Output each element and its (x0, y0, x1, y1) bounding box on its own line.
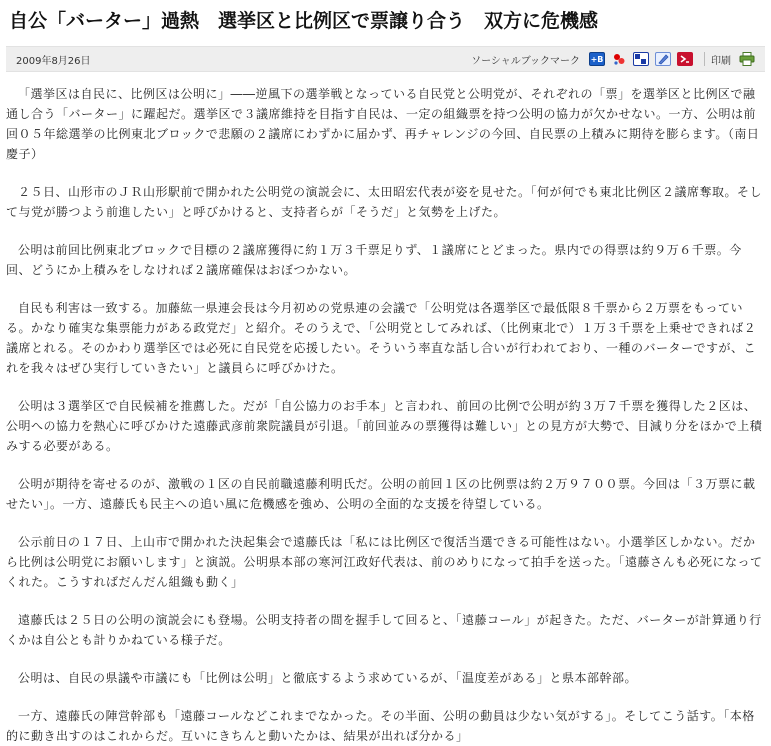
article-body (6, 72, 765, 746)
article-paragraph: 「選挙区は自民に、比例区は公明に」――逆風下の選挙戦となっている自民党と公明党が、それぞれの「票」を選挙区と比例区で融通し合う「バーター」に躍起だ。選挙区で３議席維持を目指す自民は、一定の組織票を持つ公明の協力が欠かせない。一方、公明は前回０５年総選挙の比例東北ブロックで悲願の２議席にわずかに届かず、再チャレンジの今回、自民票の上積みに期待を膨らます。（南日慶子） (6, 87, 760, 161)
article-paragraph: ２５日、山形市のＪＲ山形駅前で開かれた公明党の演説会に、太田昭宏代表が姿を見せた。「何が何でも東北比例区２議席奪取。そして与党が勝つよう前進したい」と呼びかけると、支持者らが「そうだ」と気勢を上げた。 (6, 185, 763, 219)
yahoo-bookmark-icon[interactable] (611, 52, 627, 66)
livedoor-clip-icon[interactable] (633, 52, 649, 66)
article-paragraph: 公明は前回比例東北ブロックで目標の２議席獲得に約１万３千票足りず、１議席にとどまった。県内での得票は約９万６千票。今回、どうにか上積みをしなければ２議席確保はおぼつかない。 (6, 243, 742, 277)
article-paragraph: 一方、遠藤氏の陣営幹部も「遠藤コールなどこれまでなかった。その半面、公明の動員は少ない気がする」。そしてこう話す。「本格的に動き出すのはこれからだ。互いにきちんと動いたかは、結果が出れば分かる」 (6, 709, 755, 743)
article-title: 自公「バーター」過熱 選挙区と比例区で票譲り合う 双方に危機感 (9, 10, 599, 32)
hatena-bookmark-icon[interactable]: +B (589, 52, 605, 66)
buzzurl-icon[interactable] (655, 52, 671, 66)
article-paragraph: 公明が期待を寄せるのが、激戦の１区の自民前職遠藤利明氏だ。公明の前回１区の比例票は約２万９７００票。今回は「３万票に載せたい」。一方、遠藤氏も民主への追い風に危機感を強め、公明の全面的な支援を待望している。 (6, 477, 756, 511)
article-paragraph: 公明は、自民の県議や市議にも「比例は公明」と徹底するよう求めているが、「温度差がある」と県本部幹部。 (18, 671, 638, 685)
article-paragraph: 自民も利害は一致する。加藤紘一県連会長は今月初めの党県連の会議で「公明党は各選挙区で最低限８千票から２万票をもっている。かなり確実な集票能力がある政党だ」と紹介。そのうえで、「公明党としてみれば、（比例東北で）１万３千票を上乗せできれば２議席とれる。そのかわり選挙区では必死に自民党を応援したい。そういう率直な話し合いが行われており、一種のバーターですが、これを我々はぜひ実行していきたい」と議員らに呼びかけた。 (6, 301, 757, 375)
print-label[interactable]: 印刷 (711, 55, 731, 67)
article-meta-bar (6, 46, 765, 72)
newsing-icon[interactable] (677, 52, 693, 66)
article-paragraph: 公示前日の１７日、上山市で開かれた決起集会で遠藤氏は「私には比例区で復活当選できる可能性はない。小選挙区しかない。だから比例は公明党にお願いします」と演説。公明県本部の寒河江政好代表は、前のめりになって拍手を送った。「遠藤さんも必死になってくれた。こうすればだんだん組織も動く」 (6, 535, 763, 589)
article-paragraph: 遠藤氏は２５日の公明の演説会にも登場。公明支持者の間を握手して回ると、「遠藤コール」が起きた。ただ、バーターが計算通り行くかは自公とも計りかねている様子だ。 (6, 613, 762, 647)
social-bookmark-label: ソーシャルブックマーク (471, 55, 580, 67)
toolbar-divider (704, 52, 705, 66)
printer-icon[interactable] (738, 52, 756, 66)
article-paragraph: 公明は３選挙区で自民候補を推薦した。だが「自公協力のお手本」と言われ、前回の比例で公明が約３万７千票を獲得した２区は、公明への協力を熱心に呼びかけた遠藤武彦前衆院議員が引退。「前回並みの票獲得は難しい」との見方が大勢で、目減り分をほかで上積みする必要がある。 (6, 399, 763, 453)
article-date: 2009年8月26日 (16, 55, 91, 67)
